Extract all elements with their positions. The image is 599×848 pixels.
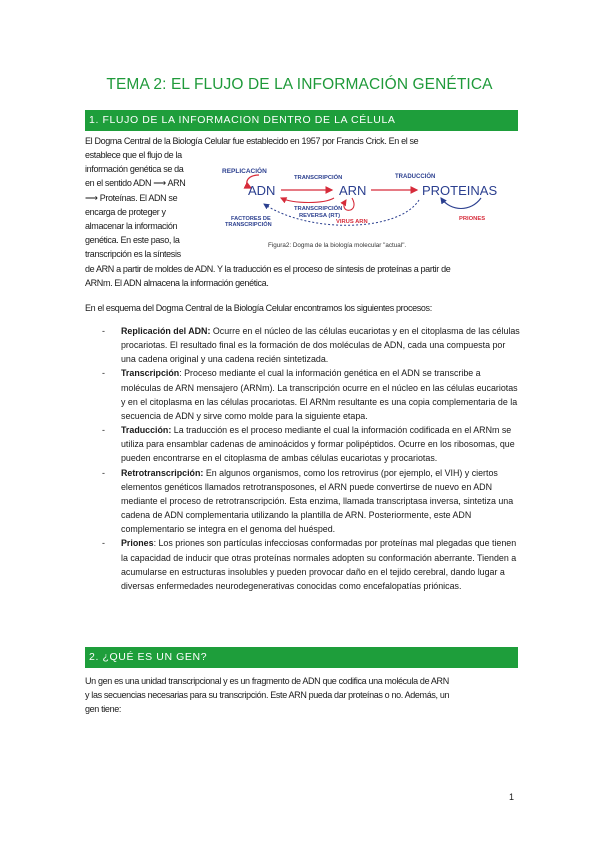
label-rt-1: TRANSCRIPCIÓN	[294, 206, 343, 212]
intro-wrap-line: encarga de proteger y	[85, 206, 166, 217]
label-factores-1: FACTORES DE	[231, 216, 271, 222]
page-number: 1	[509, 792, 515, 802]
intro-wrap-line: establece que el flujo de la	[85, 150, 182, 160]
label-factores-2: TRANSCRIPCIÓN	[225, 222, 272, 228]
bullet-term: Retrotranscripción:	[121, 467, 204, 478]
label-replicacion: REPLICACIÓN	[222, 168, 267, 175]
intro-wrapped-text	[85, 148, 225, 262]
node-adn: ADN	[248, 183, 276, 198]
bullet-term: Transcripción	[121, 368, 180, 379]
process-list	[100, 324, 520, 593]
bullet-text: En algunos organismos, como los retrovirus (por ejemplo, el VIH) y ciertos elementos genéticos llamados retrotransposones, el ARN puede convertirse de nuevo en ADN mediante el proceso de retrotranscripción. Esta enzima, llamada transcriptasa inversa, sintetiza una cadena de ADN complementaria utilizando la plantilla de ARN. Posteriormente, este ADN complementario se integra en el genoma del huésped.	[121, 467, 514, 535]
section2-line: Un gen es una unidad transcripcional y es un fragmento de ADN que codifica una molécula de ARN	[85, 676, 449, 686]
list-item: - Priones: Los priones son partículas infecciosas conformadas por proteínas mal plegadas que tienen la capacidad de inducir que otras proteínas normales adopten su conformación aberrante. Tienden a acumularse en estructuras insolubles y pueden provocar daño en el tejido cerebral, dando lugar a diversas enfermedades neurodegenerativas conocidas como encefalopatías priónicas.	[102, 538, 517, 591]
label-transcripcion: TRANSCRIPCIÓN	[294, 175, 343, 181]
intro-wrap-line: ⟶ Proteínas. El ADN se	[85, 192, 178, 203]
reverse-transcription-arrow	[281, 198, 334, 203]
section2-line: y las secuencias necesarias para su transcripción. Este ARN pueda dar proteínas o no. Además, un	[85, 690, 450, 701]
intro-wrap-line: transcripción es la síntesis	[85, 249, 181, 260]
bullet-term: Replicación del ADN:	[121, 326, 211, 336]
page-title: TEMA 2: EL FLUJO DE LA INFORMACIÓN GENÉTICA	[106, 76, 493, 93]
list-item: - Transcripción: Proceso mediante el cual la información genética en el ADN se transcribe a moléculas de ARN mensajero (ARNm). La transcripción ocurre en el núcleo en las células eucariotas y en el citoplasma en las células procariotas. El ARNm resultante es una copia complementaria de la secuencia de ADN y sirve como molde para la siguiente etapa.	[102, 368, 518, 421]
bullet-text: La traducción es el proceso mediante el cual la información codificada en el ARNm se utiliza para ensamblar cadenas de aminoácidos y formar polipéptidos. Ocurre en los ribosomas, que pueden encontrarse en el citoplasma de ambas células eucariotas y procariotas.	[121, 425, 515, 464]
bullet-text: Ocurre en el núcleo de las células eucariotas y en el citoplasma de las células procariotas. El resultado final es la formación de dos moléculas de ADN, cada una compuesta por una cadena original y una cadena recién sintetizada.	[121, 326, 520, 365]
intro-wrap-line: información genética se da	[85, 164, 184, 175]
bullet-term: Priones	[121, 538, 154, 549]
node-arn: ARN	[339, 183, 367, 198]
label-traduccion: TRADUCCIÓN	[395, 174, 436, 180]
intro-wrap-line: almacenar la información	[85, 221, 178, 232]
list-item: - Traducción: La traducción es el proceso mediante el cual la información codificada en el ARNm se utiliza para ensamblar cadenas de aminoácidos y formar polipéptidos. Ocurre en los ribosomas, que pueden encontrarse en el citoplasma de ambas células eucariotas y procariotas.	[102, 425, 515, 464]
figure-caption: Figura2: Dogma de la biología molecular "actual".	[268, 242, 407, 249]
section2-body	[85, 674, 518, 717]
section-heading-2: 2. ¿QUÉ ES UN GEN?	[85, 647, 518, 668]
intro-wrap-line: genética. En este paso, la	[85, 235, 180, 246]
intro-tail-text	[85, 262, 518, 290]
intro-line-1: El Dogma Central de la Biología Celular fue establecido en 1957 por Francis Crick. En el se	[85, 136, 419, 146]
virus-arn-arrow	[344, 198, 354, 210]
intro-wrap-line: en el sentido ADN ⟶ ARN	[85, 178, 186, 189]
list-item: - Replicación del ADN: Ocurre en el núcleo de las células eucariotas y en el citoplasma de las células procariotas. El resultado final es la formación de dos moléculas de ADN, cada una compuesta por una cadena original y una cadena recién sintetizada.	[102, 326, 520, 365]
section2-line: gen tiene:	[85, 704, 122, 715]
prion-arrow	[441, 198, 481, 209]
bullet-text: : Proceso mediante el cual la información genética en el ADN se transcribe a moléculas de ARN mensajero (ARNm). La transcripción ocurre en el núcleo en las células eucariotas y en el citoplasma en las células procariotas. El ARNm resultante es una copia complementaria de la secuencia de ADN y sirve como molde para la siguiente etapa.	[121, 368, 518, 421]
label-virus-arn: VIRUS ARN	[336, 219, 368, 225]
label-rt-2: REVERSA (RT)	[299, 213, 341, 219]
node-proteinas: PROTEINAS	[422, 183, 498, 198]
section-heading-1: 1. FLUJO DE LA INFORMACION DENTRO DE LA CÉLULA	[85, 110, 518, 131]
intro-tail-line: ARNm. El ADN almacena la información genética.	[85, 278, 269, 289]
bullet-text: : Los priones son partículas infecciosas conformadas por proteínas mal plegadas que tienen la capacidad de inducir que otras proteínas normales adopten su conformación aberrante. Tienden a acumularse en estructuras insolubles y pueden provocar daño en el tejido cerebral, dando lugar a diversas enfermedades neurodegenerativas conocidas como encefalopatías priónicas.	[121, 538, 517, 591]
bullet-term: Traducción:	[121, 425, 172, 436]
list-item: - Retrotranscripción: En algunos organismos, como los retrovirus (por ejemplo, el VIH) y ciertos elementos genéticos llamados retrotransposones, el ARN puede convertirse de nuevo en ADN mediante el proceso de retrotranscripción. Esta enzima, llamada transcriptasa inversa, sintetiza una cadena de ADN complementaria utilizando la plantilla de ARN. Posteriormente, este ADN complementario se integra en el genoma del huésped.	[102, 467, 514, 535]
processes-intro: En el esquema del Dogma Central de la Biología Celular encontramos los siguientes procesos:	[85, 303, 432, 313]
intro-tail-line: de ARN a partir de moldes de ADN. Y la traducción es el proceso de síntesis de proteínas a partir de	[85, 264, 451, 274]
label-priones: PRIONES	[459, 216, 486, 222]
